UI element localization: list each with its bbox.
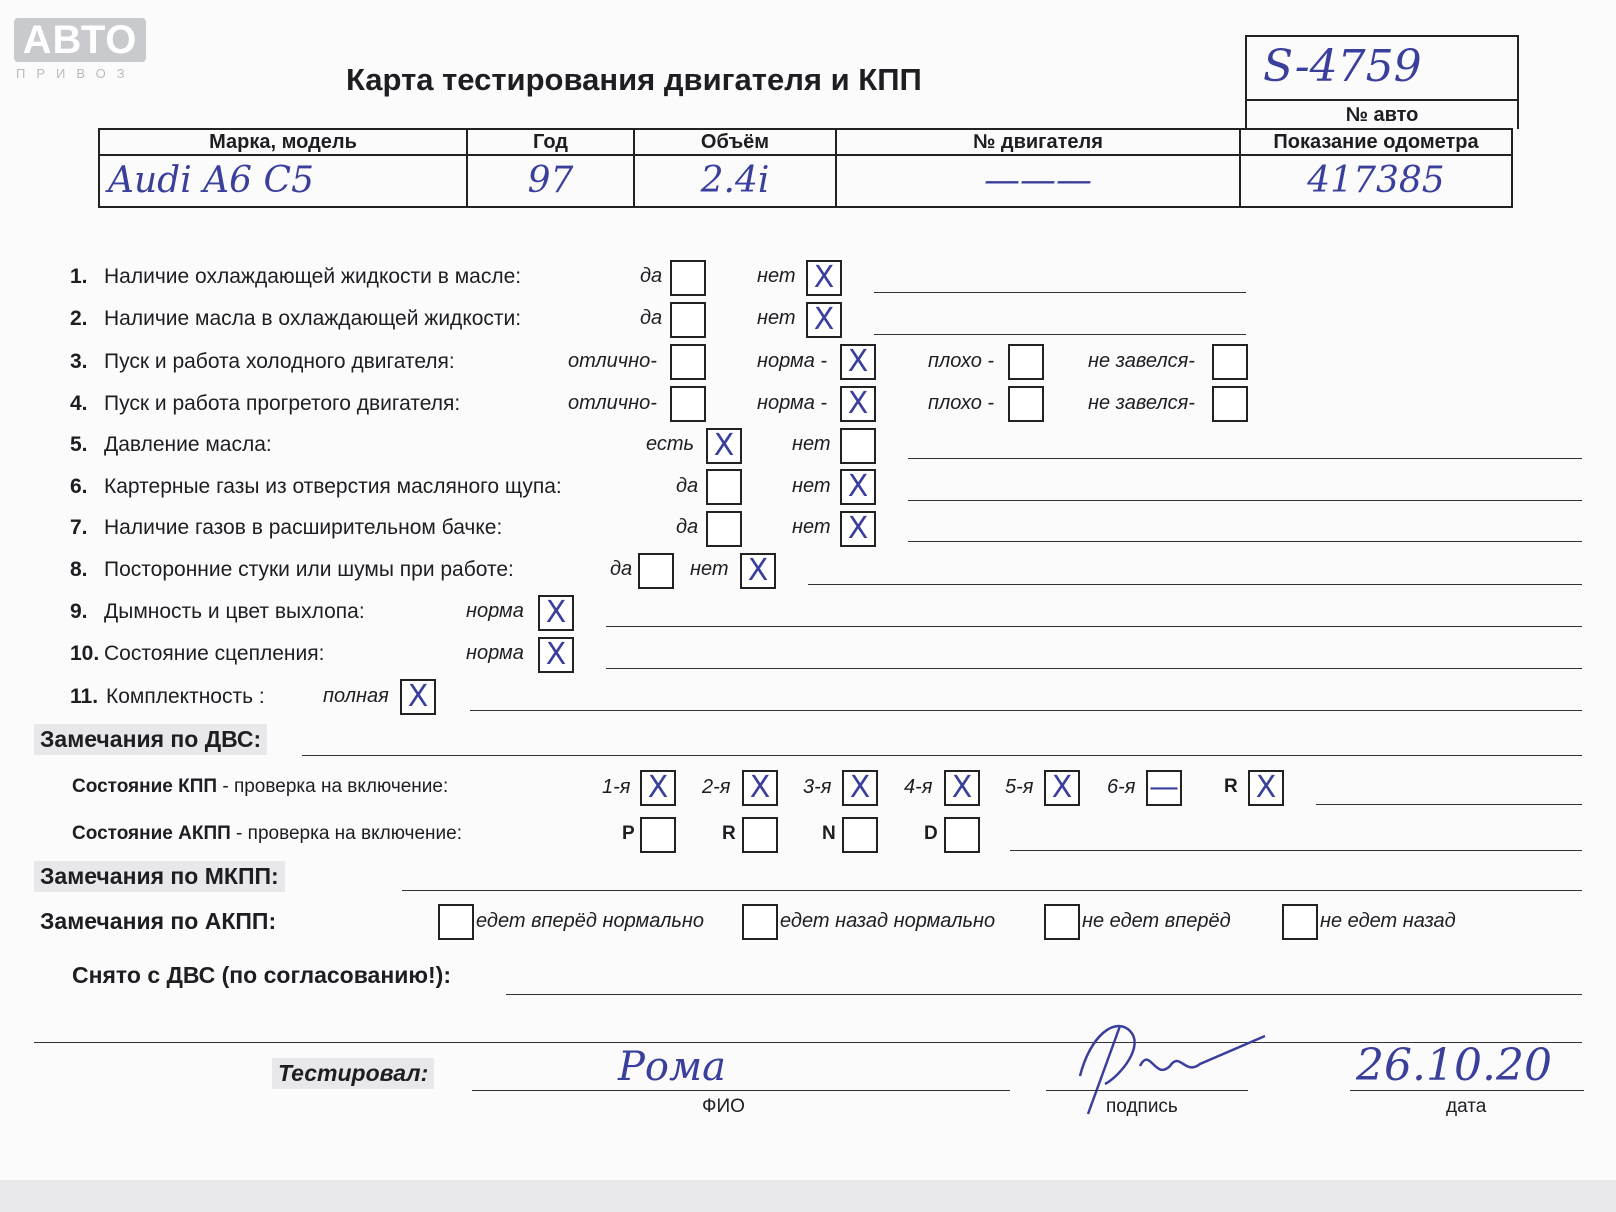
akpp-p-checkbox[interactable]	[640, 817, 676, 853]
q3-number: 3.	[70, 350, 88, 373]
q6-opt-no-label: нет	[792, 475, 831, 497]
tested-label: Тестировал:	[272, 1058, 434, 1089]
q4-excellent-checkbox[interactable]	[670, 386, 706, 422]
col-volume: Объём	[634, 129, 836, 155]
q5-absent-checkbox[interactable]	[840, 428, 876, 464]
akpp-no-forward-label: не едет вперёд	[1082, 910, 1231, 932]
logo-subtitle: ПРИВОЗ	[16, 66, 136, 81]
gear-1-checkbox[interactable]	[640, 770, 676, 806]
akpp-back-ok-checkbox[interactable]	[742, 904, 778, 940]
check-mark: X	[849, 770, 871, 805]
akpp-no-back-label: не едет назад	[1320, 910, 1456, 932]
q5-present-checkbox[interactable]	[706, 428, 742, 464]
gear-3-checkbox[interactable]	[842, 770, 878, 806]
gear-r-label: R	[1224, 776, 1238, 797]
gear-5-checkbox[interactable]	[1044, 770, 1080, 806]
gear-4-label: 4-я	[904, 776, 933, 798]
q4-normal-checkbox[interactable]	[840, 386, 876, 422]
q2-number: 2.	[70, 307, 88, 330]
gear-2-label: 2-я	[702, 776, 731, 798]
q11-number: 11.	[70, 685, 99, 708]
kpp-label-bold: Состояние КПП	[72, 776, 218, 797]
q8-yes-checkbox[interactable]	[638, 553, 674, 589]
logo: АВТО	[14, 18, 146, 62]
q2-note-line[interactable]	[874, 334, 1246, 335]
q7-opt-no-label: нет	[792, 516, 831, 538]
q8-opt-no-label: нет	[690, 558, 729, 580]
gear-1-label: 1-я	[602, 776, 631, 798]
akpp-n-label: N	[822, 823, 836, 844]
check-mark: X	[407, 679, 429, 714]
q7-number: 7.	[70, 516, 88, 539]
removed-line-2[interactable]	[34, 1042, 1582, 1043]
q11-opt-full-label: полная	[323, 685, 389, 707]
akpp-no-forward-checkbox[interactable]	[1044, 904, 1080, 940]
odometer-value[interactable]: 417385	[1240, 155, 1512, 207]
engine-number-value[interactable]: ———	[836, 155, 1240, 207]
dash-mark: —	[1149, 770, 1179, 805]
check-mark: X	[847, 511, 869, 546]
q5-opt-present-label: есть	[646, 433, 695, 455]
col-odometer: Показание одометра	[1240, 129, 1512, 155]
akpp-n-checkbox[interactable]	[842, 817, 878, 853]
q7-text: Наличие газов в расширительном бачке:	[104, 516, 503, 539]
q4-opt-bad-label: плохо -	[928, 392, 995, 414]
q6-note-line[interactable]	[908, 500, 1582, 501]
check-mark: X	[951, 770, 973, 805]
volume-value[interactable]: 2.4i	[634, 155, 836, 207]
q1-opt-yes-label: да	[640, 265, 663, 287]
q6-yes-checkbox[interactable]	[706, 469, 742, 505]
engine-remarks-line[interactable]	[302, 755, 1582, 756]
q6-text: Картерные газы из отверстия масляного щупа:	[104, 475, 562, 498]
kpp-note-line[interactable]	[1316, 804, 1582, 805]
q9-opt-normal-label: норма	[466, 600, 524, 622]
check-mark: X	[813, 302, 835, 337]
auto-number-value: S-4759	[1263, 41, 1422, 92]
q10-opt-normal-label: норма	[466, 642, 524, 664]
q3-opt-bad-label: плохо -	[928, 350, 995, 372]
q9-note-line[interactable]	[606, 626, 1582, 627]
col-make-model: Марка, модель	[99, 129, 467, 155]
auto-number-label: № авто	[1247, 99, 1517, 129]
check-mark: X	[1255, 770, 1277, 805]
akpp-remarks-label: Замечания по АКПП:	[40, 908, 277, 934]
q11-full-checkbox[interactable]	[400, 679, 436, 715]
q3-normal-checkbox[interactable]	[840, 344, 876, 380]
q2-yes-checkbox[interactable]	[670, 302, 706, 338]
page-title: Карта тестирования двигателя и КПП	[346, 62, 922, 97]
q5-note-line[interactable]	[908, 458, 1582, 459]
q7-opt-yes-label: да	[676, 516, 699, 538]
vehicle-info-table	[98, 128, 1513, 208]
q9-number: 9.	[70, 600, 88, 623]
akpp-note-line[interactable]	[1010, 850, 1582, 851]
mkpp-remarks-line[interactable]	[402, 890, 1582, 891]
q10-note-line[interactable]	[606, 668, 1582, 669]
signature-label: подпись	[1106, 1096, 1178, 1117]
q5-text: Давление масла:	[104, 433, 272, 456]
akpp-d-label: D	[924, 823, 938, 844]
q3-bad-checkbox[interactable]	[1008, 344, 1044, 380]
q3-opt-normal-label: норма -	[757, 350, 828, 372]
akpp-label-rest: - проверка на включение:	[230, 823, 462, 844]
check-mark: X	[749, 770, 771, 805]
q11-note-line[interactable]	[470, 710, 1582, 711]
gear-2-checkbox[interactable]	[742, 770, 778, 806]
gear-3-label: 3-я	[803, 776, 832, 798]
q7-note-line[interactable]	[908, 541, 1582, 542]
gear-6-checkbox[interactable]	[1146, 770, 1182, 806]
check-mark: X	[847, 469, 869, 504]
gear-5-label: 5-я	[1005, 776, 1034, 798]
q1-yes-checkbox[interactable]	[670, 260, 706, 296]
q6-number: 6.	[70, 475, 88, 498]
auto-number-box	[1245, 35, 1519, 129]
akpp-label-bold: Состояние АКПП	[72, 823, 231, 844]
check-mark: X	[545, 595, 567, 630]
akpp-p-label: P	[622, 823, 635, 844]
q4-nostart-checkbox[interactable]	[1212, 386, 1248, 422]
q8-no-checkbox[interactable]	[740, 553, 776, 589]
q4-text: Пуск и работа прогретого двигателя:	[104, 392, 461, 415]
q4-opt-normal-label: норма -	[757, 392, 828, 414]
make-model-value[interactable]: Audi A6 C5	[99, 155, 467, 207]
q10-text: Состояние сцепления:	[104, 642, 325, 665]
akpp-label	[72, 823, 462, 845]
q1-text: Наличие охлаждающей жидкости в масле:	[104, 265, 522, 288]
q1-number: 1.	[70, 265, 88, 288]
mkpp-remarks-label: Замечания по МКПП:	[34, 861, 285, 892]
date-line	[1350, 1090, 1584, 1091]
akpp-r-label: R	[722, 823, 736, 844]
removed-line[interactable]	[506, 994, 1582, 995]
q5-opt-absent-label: нет	[792, 433, 831, 455]
q1-note-line[interactable]	[874, 292, 1246, 293]
q7-yes-checkbox[interactable]	[706, 511, 742, 547]
check-mark: X	[1051, 770, 1073, 805]
q8-opt-yes-label: да	[610, 558, 633, 580]
q4-number: 4.	[70, 392, 88, 415]
engine-remarks-label: Замечания по ДВС:	[34, 724, 267, 755]
q8-text: Посторонние стуки или шумы при работе:	[104, 558, 514, 581]
fio-line	[472, 1090, 1010, 1091]
check-mark: X	[713, 428, 735, 463]
q3-nostart-checkbox[interactable]	[1212, 344, 1248, 380]
tester-name[interactable]: Рома	[618, 1044, 727, 1090]
test-date[interactable]: 26.10.20	[1356, 1040, 1552, 1091]
removed-label: Снято с ДВС (по согласованию!):	[72, 962, 451, 988]
q4-opt-excellent-label: отлично-	[568, 392, 657, 414]
q3-text: Пуск и работа холодного двигателя:	[104, 350, 455, 373]
q6-opt-yes-label: да	[676, 475, 699, 497]
q1-opt-no-label: нет	[757, 265, 796, 287]
kpp-label-rest: - проверка на включение:	[217, 776, 449, 797]
fio-label: ФИО	[702, 1096, 745, 1117]
check-mark: X	[647, 770, 669, 805]
q5-number: 5.	[70, 433, 88, 456]
q6-no-checkbox[interactable]	[840, 469, 876, 505]
q7-no-checkbox[interactable]	[840, 511, 876, 547]
q1-no-checkbox[interactable]	[806, 260, 842, 296]
akpp-d-checkbox[interactable]	[944, 817, 980, 853]
q11-text: Комплектность :	[106, 685, 265, 708]
check-mark: X	[545, 637, 567, 672]
q2-no-checkbox[interactable]	[806, 302, 842, 338]
kpp-label	[72, 776, 448, 798]
q4-bad-checkbox[interactable]	[1008, 386, 1044, 422]
gear-6-label: 6-я	[1107, 776, 1136, 798]
q3-excellent-checkbox[interactable]	[670, 344, 706, 380]
q8-number: 8.	[70, 558, 88, 581]
akpp-forward-ok-label: едет вперёд нормально	[476, 910, 705, 932]
q9-text: Дымность и цвет выхлопа:	[104, 600, 365, 623]
signature-line	[1046, 1090, 1248, 1091]
check-mark: X	[747, 553, 769, 588]
q3-opt-excellent-label: отлично-	[568, 350, 657, 372]
check-mark: X	[813, 260, 835, 295]
akpp-r-checkbox[interactable]	[742, 817, 778, 853]
col-year: Год	[467, 129, 634, 155]
akpp-back-ok-label: едет назад нормально	[780, 910, 996, 932]
q4-opt-nostart-label: не завелся-	[1088, 392, 1195, 414]
gear-4-checkbox[interactable]	[944, 770, 980, 806]
q2-opt-no-label: нет	[757, 307, 796, 329]
col-engine-number: № двигателя	[836, 129, 1240, 155]
gear-r-checkbox[interactable]	[1248, 770, 1284, 806]
q2-opt-yes-label: да	[640, 307, 663, 329]
q8-note-line[interactable]	[808, 584, 1582, 585]
check-mark: X	[847, 344, 869, 379]
check-mark: X	[847, 386, 869, 421]
year-value[interactable]: 97	[467, 155, 634, 207]
akpp-no-back-checkbox[interactable]	[1282, 904, 1318, 940]
q10-number: 10.	[70, 642, 100, 665]
q3-opt-nostart-label: не завелся-	[1088, 350, 1195, 372]
q10-normal-checkbox[interactable]	[538, 637, 574, 673]
q2-text: Наличие масла в охлаждающей жидкости:	[104, 307, 522, 330]
q9-normal-checkbox[interactable]	[538, 595, 574, 631]
akpp-forward-ok-checkbox[interactable]	[438, 904, 474, 940]
date-label: дата	[1446, 1096, 1487, 1117]
